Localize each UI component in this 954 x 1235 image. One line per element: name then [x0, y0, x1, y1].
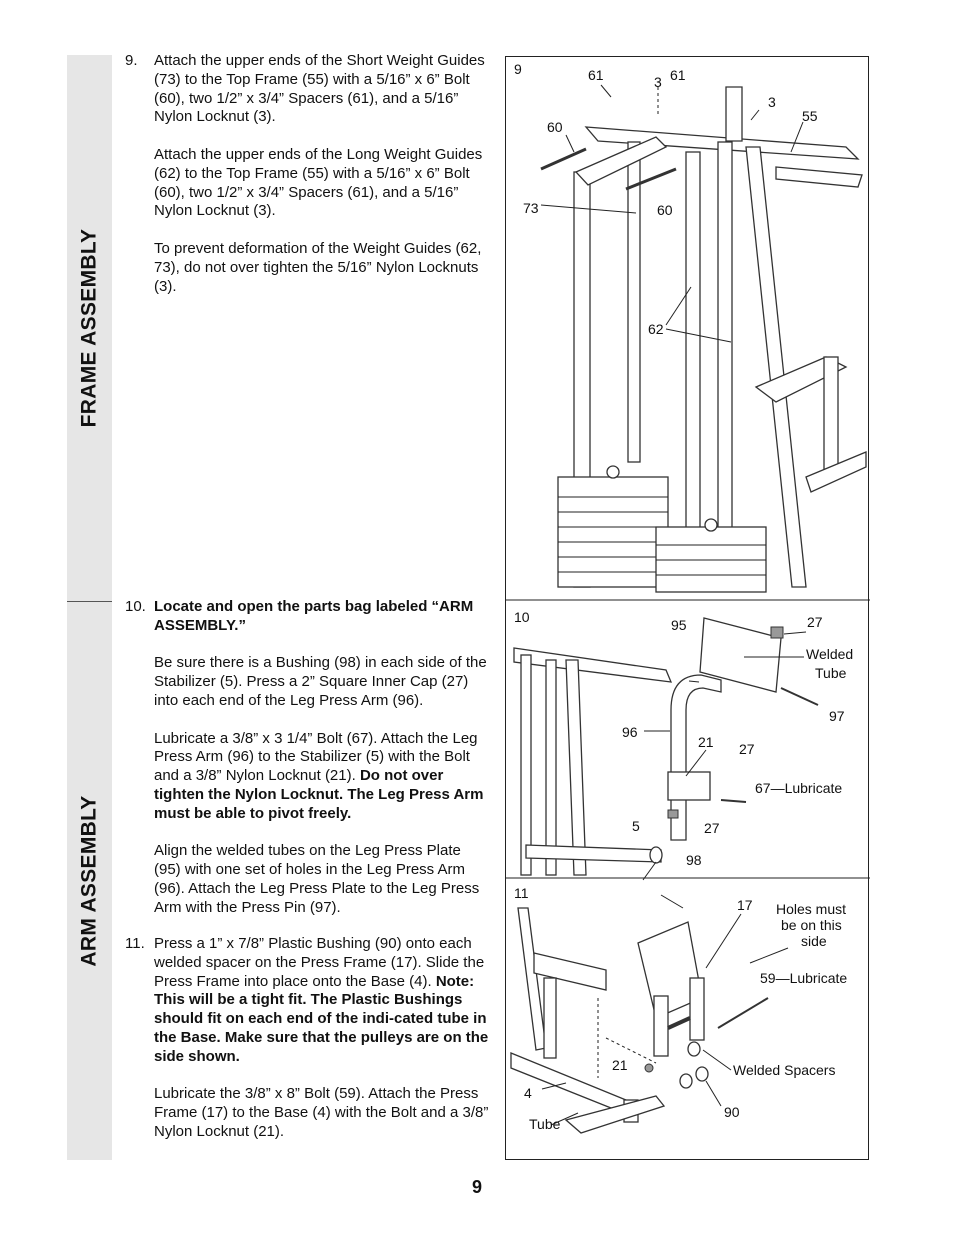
label-61b: 61	[670, 67, 686, 83]
press-pin-97	[781, 688, 818, 705]
label-27a: 27	[807, 614, 823, 630]
rear-upright	[746, 147, 806, 587]
label-59: 59—Lubricate	[760, 970, 848, 986]
step-9-text	[154, 52, 489, 296]
label-55: 55	[802, 108, 818, 124]
bolt-67	[721, 800, 746, 802]
label-96: 96	[622, 724, 638, 740]
inner-cap-27b	[668, 810, 678, 818]
label-17: 17	[737, 897, 753, 913]
step-10-para-3	[154, 730, 489, 824]
plastic-bushing-90b	[680, 1074, 692, 1088]
step-9-para-3: To prevent deformation of the Weight Guides (62, 73), do not over tighten the 5/16” Nylon Locknuts (3).	[154, 239, 482, 295]
stabilizer-top-rail	[514, 648, 671, 682]
label-tube: Tube	[529, 1116, 561, 1132]
frame-assembly-title-wrap	[67, 55, 112, 601]
label-61a: 61	[588, 67, 604, 83]
label-27b: 27	[739, 741, 755, 757]
step-10-para-4: Align the welded tubes on the Leg Press Plate (95) with one set of holes in the Leg Press Arm (96). Attach the Leg Press Plate to the Leg Press Arm with the Press Pin (97).	[154, 842, 480, 916]
step-11-text	[154, 935, 489, 1142]
press-frame-post-left	[654, 996, 668, 1056]
label-holes-3: side	[801, 933, 827, 949]
figure-11-number: 11	[514, 885, 529, 901]
section-sidebar	[67, 55, 112, 1160]
arm-assembly-title-wrap	[67, 601, 112, 1160]
figure-11-labels	[514, 885, 847, 1132]
short-weight-guide-right	[628, 142, 640, 462]
page-number: 9	[471, 1177, 482, 1197]
label-60b: 60	[657, 202, 673, 218]
press-frame-crossbar	[668, 1018, 690, 1028]
label-21-fig11: 21	[612, 1057, 628, 1073]
step-9-para-2: Attach the upper ends of the Long Weight Guides (62) to the Top Frame (55) with a 5/16” x 6” Bolt (60), two 1/2” x 3/4” Spacers (61), and a 5/16” Nylon Locknut (3).	[154, 145, 483, 220]
label-21: 21	[698, 734, 714, 750]
long-weight-guide-left	[686, 152, 700, 532]
step-10-text	[154, 598, 489, 918]
step-10-para-2: Be sure there is a Bushing (98) in each side of the Stabilizer (5). Press a 2” Square Inner Cap (27) into each end of the Leg Press Arm (96).	[154, 654, 487, 709]
step-10-para-3-plain: Lubricate a 3/8” x 3 1/4” Bolt (67). Attach the Leg Press Arm (96) to the Stabilizer (5) with the Bolt and a 3/8” Nylon Locknut (21).	[154, 729, 478, 785]
pulley-bracket	[544, 978, 556, 1058]
frame-post-mid	[546, 660, 556, 875]
label-98: 98	[686, 852, 702, 868]
frame-post	[824, 357, 838, 477]
label-5: 5	[632, 818, 640, 834]
arm-assembly-title: ARM ASSEMBLY	[77, 794, 101, 967]
figure-box	[505, 56, 869, 1160]
step-9-para-1: Attach the upper ends of the Short Weight Guides (73) to the Top Frame (55) with a 5/16” x 6” Bolt (60), two 1/2” x 3/4” Spacers (61), and a 5/16” Nylon Locknut (3).	[154, 52, 485, 126]
label-90: 90	[724, 1104, 740, 1120]
step-11-para-1-bold: Note: This will be a tight fit. The Plastic Bushings should fit on each end of the indi-cated tube in the Base. Make sure that the pulleys are on the side shown.	[154, 972, 489, 1065]
step-10-number: 10.	[125, 598, 146, 615]
arm-pivot-block	[668, 772, 710, 800]
figure-9-drawing	[541, 85, 866, 592]
welded-spacer-1	[688, 1042, 700, 1056]
bushing-98	[650, 847, 662, 863]
label-3a: 3	[654, 74, 662, 90]
step-10-para-1: Locate and open the parts bag labeled “ARM ASSEMBLY.”	[154, 598, 474, 634]
plastic-bushing-90a	[696, 1067, 708, 1081]
label-60a: 60	[547, 119, 563, 135]
step-11-para-2: Lubricate the 3/8” x 8” Bolt (59). Attach the Press Frame (17) to the Base (4) with the Bolt and a 3/8” Nylon Locknut (21).	[154, 1085, 489, 1140]
figure-11-drawing	[511, 908, 788, 1133]
label-4: 4	[524, 1085, 532, 1101]
step-11-para-1	[154, 935, 489, 1067]
figure-10-number: 10	[514, 609, 530, 625]
bolt-60-left	[541, 149, 586, 169]
top-frame-arm	[776, 167, 862, 187]
frame-post-right	[566, 660, 586, 875]
step-9-number: 9.	[125, 52, 138, 69]
base-upright-left	[518, 908, 546, 1050]
step-11-number: 11.	[125, 935, 145, 952]
label-27c: 27	[704, 820, 720, 836]
weight-stack-left	[558, 466, 668, 587]
long-weight-guide-right	[718, 142, 732, 532]
top-frame-upright	[726, 87, 742, 141]
figure-9-number: 9	[514, 61, 522, 77]
step-10-para-3-bold: Do not over tighten the Nylon Locknut. The Leg Press Arm must be able to pivot freely.	[154, 767, 484, 822]
label-97: 97	[829, 708, 845, 724]
bolt-59	[718, 998, 768, 1028]
frame-assembly-title: FRAME ASSEMBLY	[77, 228, 101, 428]
label-95: 95	[671, 617, 687, 633]
label-holes-1: Holes must	[776, 901, 847, 917]
label-3b: 3	[768, 94, 776, 110]
figure-10-drawing	[514, 618, 818, 908]
locknut-21	[645, 1064, 653, 1072]
label-welded-spacers: Welded Spacers	[733, 1062, 836, 1078]
label-welded-2: Tube	[815, 665, 847, 681]
label-62: 62	[648, 321, 664, 337]
label-holes-2: be on this	[781, 917, 842, 933]
step-11-para-1-plain: Press a 1” x 7/8” Plastic Bushing (90) onto each welded spacer on the Press Frame (17). Slide the Press Frame into place onto the Base (4).	[154, 935, 485, 990]
press-frame-post-right	[690, 978, 704, 1040]
inner-cap-27a	[771, 627, 783, 638]
label-welded-1: Welded	[806, 646, 854, 662]
assembly-figures	[506, 57, 870, 1161]
label-73: 73	[523, 200, 539, 216]
frame-post-left	[521, 655, 531, 875]
weight-stack-right	[656, 519, 766, 592]
label-67: 67—Lubricate	[755, 780, 843, 796]
